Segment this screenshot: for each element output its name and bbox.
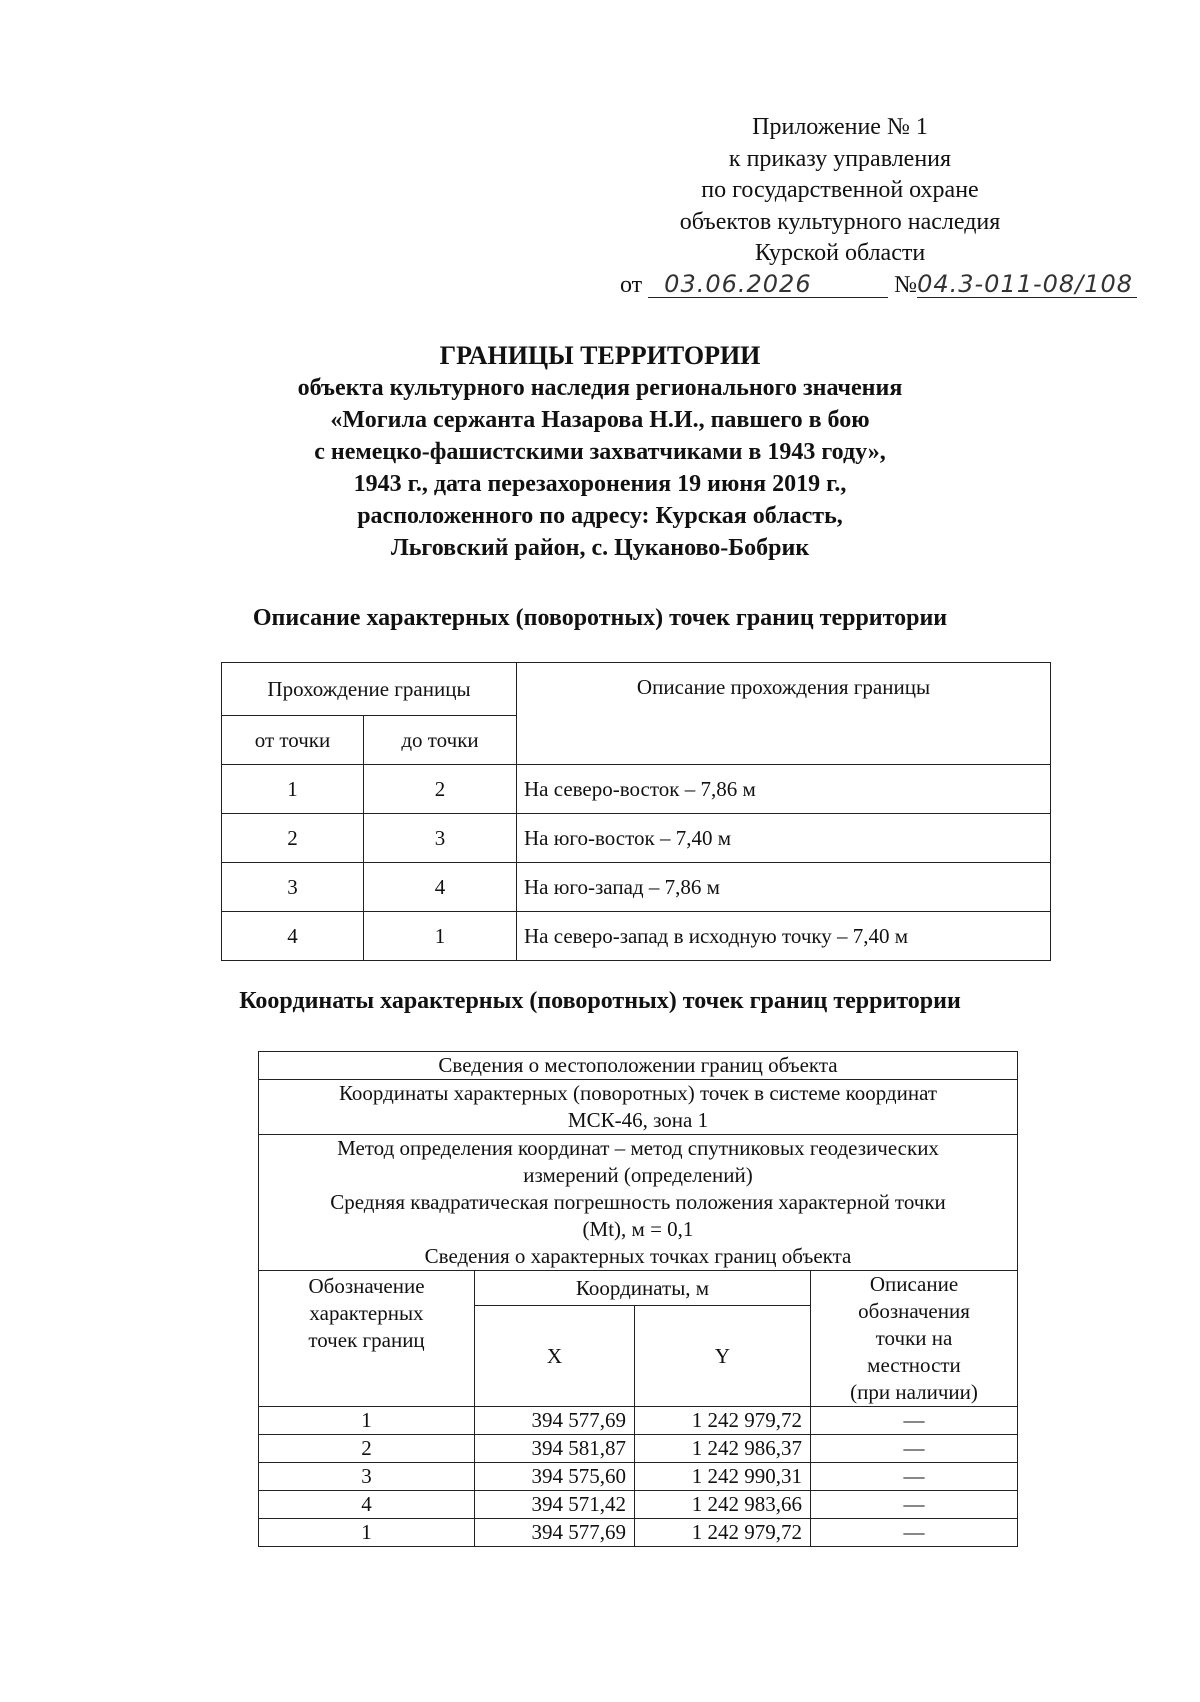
title-line: 1943 г., дата перезахоронения 19 июня 2019 г., (353, 471, 847, 497)
table-row (222, 814, 1051, 863)
cell-y: 1 242 986,37 (635, 1435, 811, 1463)
info-method (259, 1135, 1018, 1271)
cell-point: 3 (259, 1463, 475, 1491)
cell-x: 394 581,87 (475, 1435, 635, 1463)
table-row (259, 1519, 1018, 1547)
cell-y: 1 242 990,31 (635, 1463, 811, 1491)
table-header-row (259, 1271, 1018, 1306)
cell-desc: — (811, 1519, 1018, 1547)
table-row (222, 912, 1051, 961)
info-coordinate-system (259, 1080, 1018, 1135)
col-coords-header: Координаты, м (475, 1271, 811, 1306)
cell-y: 1 242 983,66 (635, 1491, 811, 1519)
coordinates-table (258, 1051, 1018, 1547)
table-row (259, 1407, 1018, 1435)
header-line: обозначения (858, 1299, 970, 1323)
annex-line: Курской области (754, 240, 926, 266)
annex-line: к приказу управления (728, 145, 952, 172)
table-row (222, 765, 1051, 814)
cell-desc: — (811, 1407, 1018, 1435)
header-line: (при наличии) (850, 1380, 978, 1404)
info-line: Координаты характерных (поворотных) точек в системе координат (338, 1081, 938, 1105)
col-group-header: Прохождение границы (222, 663, 517, 716)
header-line: характерных (309, 1301, 424, 1325)
cell-y: 1 242 979,72 (635, 1519, 811, 1547)
info-line: измерений (определений) (523, 1163, 753, 1187)
cell-from: 3 (222, 863, 364, 912)
cell-y: 1 242 979,72 (635, 1407, 811, 1435)
handwritten-number: 04.3-011-08/108 (917, 271, 1137, 298)
col-x-header: X (475, 1306, 635, 1407)
annex-date-line (620, 269, 1134, 302)
info-row (259, 1080, 1018, 1135)
col-desc-header: Описание прохождения границы (517, 663, 1051, 765)
cell-desc: На северо-восток – 7,86 м (517, 765, 1051, 814)
cell-to: 4 (364, 863, 517, 912)
info-row (259, 1052, 1018, 1080)
col-from-header: от точки (222, 716, 364, 765)
info-line: Средняя квадратическая погрешность положения характерной точки (330, 1190, 946, 1214)
table-row (259, 1491, 1018, 1519)
document-title (180, 340, 1020, 564)
cell-from: 1 (222, 765, 364, 814)
table-row (259, 1463, 1018, 1491)
cell-desc: — (811, 1463, 1018, 1491)
info-line: Метод определения координат – метод спутниковых геодезических (337, 1136, 939, 1160)
header-line: Обозначение (308, 1274, 425, 1298)
cell-point: 1 (259, 1519, 475, 1547)
cell-point: 1 (259, 1407, 475, 1435)
section1-heading: Описание характерных (поворотных) точек границ территории (252, 605, 948, 631)
section2-heading: Координаты характерных (поворотных) точек границ территории (239, 988, 961, 1014)
col-y-header: Y (635, 1306, 811, 1407)
table-row (222, 863, 1051, 912)
cell-x: 394 575,60 (475, 1463, 635, 1491)
boundary-description-table (221, 662, 1051, 961)
col-to-header: до точки (364, 716, 517, 765)
cell-to: 2 (364, 765, 517, 814)
date-prefix: от (620, 271, 643, 298)
cell-from: 4 (222, 912, 364, 961)
cell-point: 2 (259, 1435, 475, 1463)
title-line: «Могила сержанта Назарова Н.И., павшего в бою (330, 407, 870, 433)
info-line: МСК-46, зона 1 (567, 1108, 709, 1132)
annex-title: Приложение № 1 (752, 114, 928, 140)
cell-desc: На северо-запад в исходную точку – 7,40 м (517, 912, 1051, 961)
info-row (259, 1135, 1018, 1271)
annex-line: по государственной охране (701, 177, 979, 203)
cell-to: 1 (364, 912, 517, 961)
header-line: местности (867, 1353, 961, 1377)
col-point-header (259, 1271, 475, 1407)
cell-point: 4 (259, 1491, 475, 1519)
title-line: Льговский район, с. Цуканово-Бобрик (390, 535, 810, 561)
info-line: Сведения о характерных точках границ объекта (424, 1244, 852, 1268)
cell-desc: На юго-запад – 7,86 м (517, 863, 1051, 912)
header-line: точки на (875, 1326, 953, 1350)
title-line: с немецко-фашистскими захватчиками в 1943 году», (314, 439, 886, 465)
header-line: точек границ (308, 1328, 425, 1352)
number-prefix: № (894, 271, 918, 298)
cell-x: 394 577,69 (475, 1519, 635, 1547)
cell-desc: — (811, 1491, 1018, 1519)
title-line: расположенного по адресу: Курская область, (357, 503, 843, 529)
table-header-row (222, 663, 1051, 716)
col-desc-header (811, 1271, 1018, 1407)
title-main: ГРАНИЦЫ ТЕРРИТОРИИ (439, 341, 761, 370)
annex-header (620, 112, 1134, 301)
table-row (259, 1435, 1018, 1463)
cell-x: 394 577,69 (475, 1407, 635, 1435)
handwritten-date: 03.06.2026 (648, 271, 888, 298)
cell-to: 3 (364, 814, 517, 863)
cell-desc: На юго-восток – 7,40 м (517, 814, 1051, 863)
cell-desc: — (811, 1435, 1018, 1463)
info-location: Сведения о местоположении границ объекта (259, 1052, 1018, 1080)
cell-from: 2 (222, 814, 364, 863)
info-line: (Mt), м = 0,1 (582, 1217, 694, 1241)
cell-x: 394 571,42 (475, 1491, 635, 1519)
title-line: объекта культурного наследия регионального значения (297, 375, 903, 401)
header-line: Описание (869, 1272, 959, 1296)
annex-line: объектов культурного наследия (679, 208, 1001, 235)
